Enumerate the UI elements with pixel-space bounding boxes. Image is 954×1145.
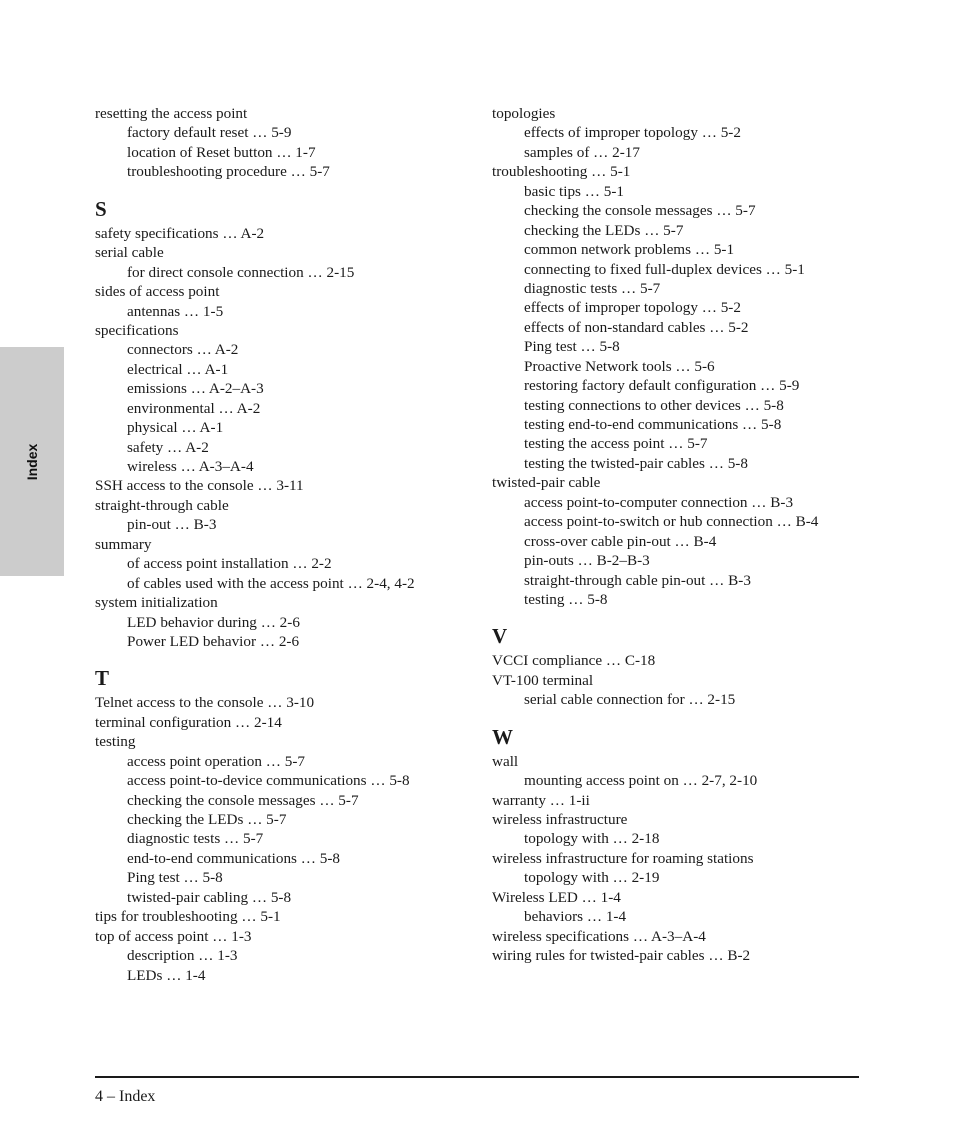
index-subentry: checking the console messages … 5-7 bbox=[524, 202, 756, 220]
section-letter-heading: V bbox=[492, 624, 508, 649]
index-subentry: Ping test … 5-8 bbox=[127, 869, 223, 887]
index-entry: wireless infrastructure for roaming stations bbox=[492, 849, 754, 867]
index-subentry: effects of improper topology … 5-2 bbox=[524, 299, 741, 317]
index-subentry: testing the access point … 5-7 bbox=[524, 435, 708, 453]
side-tab-label: Index bbox=[24, 443, 40, 480]
index-subentry: Ping test … 5-8 bbox=[524, 338, 620, 356]
index-subentry: emissions … A-2–A-3 bbox=[127, 380, 264, 398]
index-subentry: LEDs … 1-4 bbox=[127, 966, 206, 984]
index-subentry: cross-over cable pin-out … B-4 bbox=[524, 532, 717, 550]
index-subentry: testing connections to other devices … 5-8 bbox=[524, 396, 784, 414]
index-entry: safety specifications … A-2 bbox=[95, 224, 265, 242]
index-subentry: effects of non-standard cables … 5-2 bbox=[524, 318, 749, 336]
index-subentry: connecting to fixed full-duplex devices … 5-1 bbox=[524, 260, 805, 278]
section-letter-heading: S bbox=[95, 196, 107, 221]
index-subentry: testing the twisted-pair cables … 5-8 bbox=[524, 454, 748, 472]
index-entry: troubleshooting … 5-1 bbox=[492, 163, 631, 181]
index-subentry: access point-to-computer connection … B-3 bbox=[524, 493, 794, 511]
index-subentry: checking the LEDs … 5-7 bbox=[127, 811, 287, 828]
index-subentry: access point-to-device communications … 5-8 bbox=[127, 772, 410, 790]
index-entry: serial cable bbox=[95, 244, 164, 262]
index-subentry: of access point installation … 2-2 bbox=[127, 555, 332, 573]
index-subentry: topology with … 2-19 bbox=[524, 869, 660, 887]
index-entry: resetting the access point bbox=[95, 105, 248, 122]
section-letter-heading: T bbox=[95, 666, 110, 691]
index-subentry: checking the LEDs … 5-7 bbox=[524, 221, 684, 239]
index-subentry: testing … 5-8 bbox=[524, 590, 608, 608]
index-entry: wiring rules for twisted-pair cables … B-2 bbox=[492, 947, 751, 965]
index-subentry: mounting access point on … 2-7, 2-10 bbox=[524, 772, 758, 790]
index-subentry: factory default reset … 5-9 bbox=[127, 124, 292, 142]
index-subentry: electrical … A-1 bbox=[127, 360, 229, 378]
index-subentry: access point operation … 5-7 bbox=[127, 752, 305, 770]
index-entry: VT-100 terminal bbox=[492, 671, 594, 689]
index-subentry: physical … A-1 bbox=[127, 419, 224, 437]
index-subentry: wireless … A-3–A-4 bbox=[127, 458, 254, 475]
index-subentry: diagnostic tests … 5-7 bbox=[127, 830, 264, 848]
index-entry: wireless infrastructure bbox=[492, 811, 628, 828]
index-entry: Wireless LED … 1-4 bbox=[492, 888, 621, 906]
index-subentry: description … 1-3 bbox=[127, 947, 238, 965]
index-entry: specifications bbox=[95, 321, 179, 339]
index-subentry: Power LED behavior … 2-6 bbox=[127, 632, 300, 650]
index-subentry: end-to-end communications … 5-8 bbox=[127, 849, 340, 867]
index-subentry: serial cable connection for … 2-15 bbox=[524, 691, 736, 709]
index-entry: twisted-pair cable bbox=[492, 474, 601, 492]
index-subentry: for direct console connection … 2-15 bbox=[127, 263, 355, 281]
index-subentry: antennas … 1-5 bbox=[127, 302, 224, 320]
index-subentry: basic tips … 5-1 bbox=[524, 182, 624, 200]
index-entry: straight-through cable bbox=[95, 496, 229, 514]
index-subentry: diagnostic tests … 5-7 bbox=[524, 279, 661, 297]
index-subentry: topology with … 2-18 bbox=[524, 830, 660, 848]
index-entry: summary bbox=[95, 535, 152, 553]
index-subentry: straight-through cable pin-out … B-3 bbox=[524, 571, 751, 589]
index-entry: wireless specifications … A-3–A-4 bbox=[492, 927, 706, 945]
index-entry: tips for troubleshooting … 5-1 bbox=[95, 908, 281, 926]
index-entry: top of access point … 1-3 bbox=[95, 927, 252, 945]
index-subentry: of cables used with the access point … 2-4, 4-2 bbox=[127, 574, 415, 592]
index-entry: wall bbox=[492, 752, 519, 770]
footer-rule bbox=[95, 1076, 859, 1078]
index-subentry: twisted-pair cabling … 5-8 bbox=[127, 888, 292, 906]
index-entry: topologies bbox=[492, 105, 556, 122]
index-subentry: environmental … A-2 bbox=[127, 399, 261, 417]
index-entry: sides of access point bbox=[95, 283, 220, 301]
index-subentry: effects of improper topology … 5-2 bbox=[524, 124, 741, 142]
index-subentry: connectors … A-2 bbox=[127, 341, 239, 359]
index-entry: terminal configuration … 2-14 bbox=[95, 713, 282, 731]
index-column-right bbox=[492, 104, 872, 966]
index-entry: VCCI compliance … C-18 bbox=[492, 652, 656, 670]
index-subentry: pin-outs … B-2–B-3 bbox=[524, 552, 650, 570]
index-subentry: safety … A-2 bbox=[127, 438, 209, 456]
index-subentry: location of Reset button … 1-7 bbox=[127, 143, 316, 161]
index-entry: testing bbox=[95, 733, 136, 751]
index-subentry: common network problems … 5-1 bbox=[524, 241, 735, 259]
index-subentry: LED behavior during … 2-6 bbox=[127, 613, 300, 631]
index-subentry: behaviors … 1-4 bbox=[524, 908, 627, 926]
index-subentry: samples of … 2-17 bbox=[524, 143, 640, 161]
index-subentry: pin-out … B-3 bbox=[127, 516, 217, 534]
index-subentry: testing end-to-end communications … 5-8 bbox=[524, 416, 782, 433]
index-entry: system initialization bbox=[95, 594, 218, 612]
index-subentry: access point-to-switch or hub connection … B-4 bbox=[524, 513, 819, 531]
index-column-left bbox=[95, 104, 475, 985]
page-footer: 4 – Index bbox=[95, 1088, 156, 1105]
index-subentry: Proactive Network tools … 5-6 bbox=[524, 357, 715, 375]
index-subentry: restoring factory default configuration … 5-9 bbox=[524, 377, 800, 395]
index-subentry: checking the console messages … 5-7 bbox=[127, 791, 359, 809]
index-entry: SSH access to the console … 3-11 bbox=[95, 477, 304, 495]
index-entry: warranty … 1-ii bbox=[492, 791, 590, 809]
index-side-tab bbox=[0, 347, 64, 576]
index-subentry: troubleshooting procedure … 5-7 bbox=[127, 163, 330, 181]
index-entry: Telnet access to the console … 3-10 bbox=[95, 694, 315, 712]
section-letter-heading: W bbox=[492, 724, 513, 749]
